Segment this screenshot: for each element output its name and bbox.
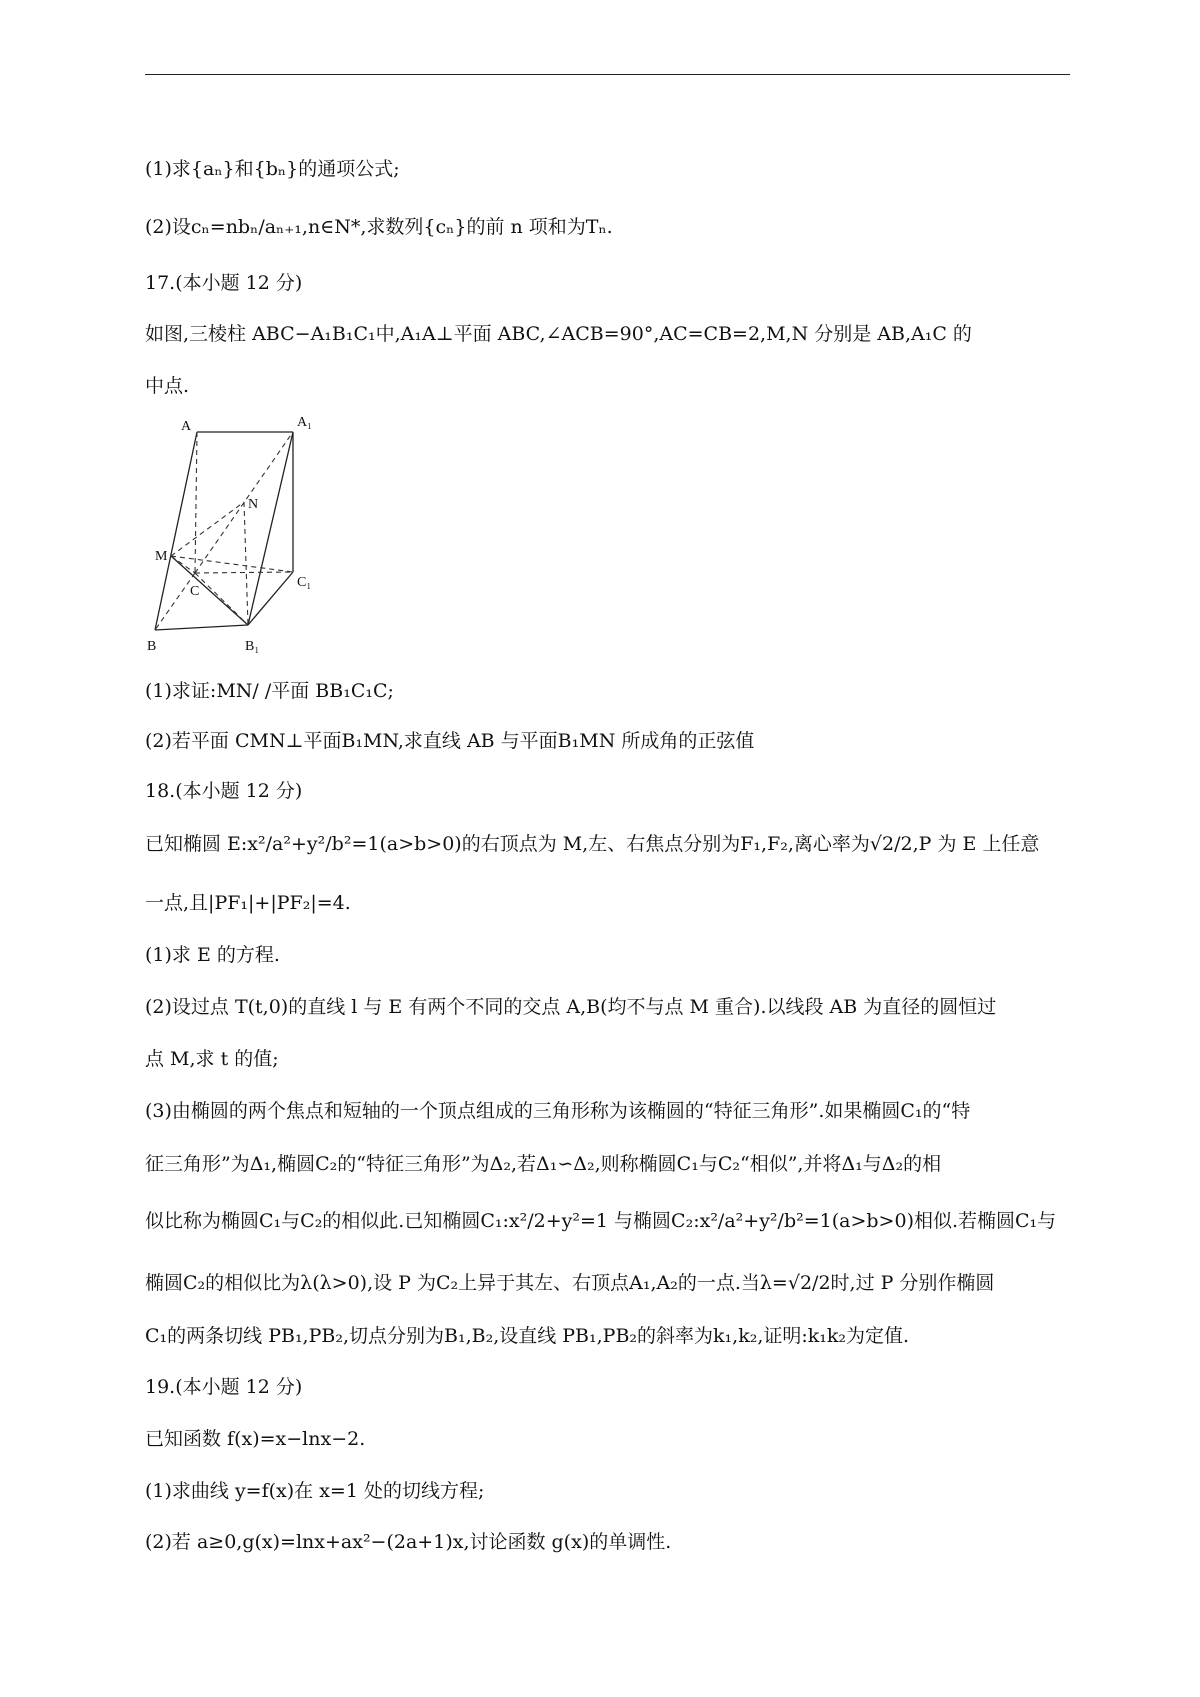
label-A1: A₁ [297,415,312,430]
text-line: (1)求 E 的方程. [145,944,280,966]
header-rule [145,74,1070,75]
text-line: (3)由椭圆的两个焦点和短轴的一个顶点组成的三角形称为该椭圆的“特征三角形”.如果椭圆C₁的“特 [145,1100,971,1122]
text-line: (1)求证:MN/ /平面 BB₁C₁C; [145,680,394,702]
text-line: 中点. [145,375,190,397]
text-line: 似比称为椭圆C₁与C₂的相似此.已知椭圆C₁:x²/2+y²=1 与椭圆C₂:x²/a²+y²/b²=1(a>b>0)相似.若椭圆C₁与 [145,1210,1057,1232]
label-M: M [155,549,168,564]
text-line: (2)设过点 T(t,0)的直线 l 与 E 有两个不同的交点 A,B(均不与点 M 重合).以线段 AB 为直径的圆恒过 [145,996,997,1018]
label-B1: B₁ [245,639,260,654]
label-B: B [147,639,157,654]
text-line: (1)求曲线 y=f(x)在 x=1 处的切线方程; [145,1480,485,1502]
prism-figure [145,410,340,660]
problem-heading: 19.(本小题 12 分) [145,1376,303,1398]
text-line: C₁的两条切线 PB₁,PB₂,切点分别为B₁,B₂,设直线 PB₁,PB₂的斜率为k₁,k₂,证明:k₁k₂为定值. [145,1325,910,1347]
text-line: 一点,且|PF₁|+|PF₂|=4. [145,892,351,914]
text-line: 如图,三棱柱 ABC−A₁B₁C₁中,A₁A⊥平面 ABC,∠ACB=90°,AC=CB=2,M,N 分别是 AB,A₁C 的 [145,323,972,345]
label-N: N [248,497,259,512]
problem-heading: 18.(本小题 12 分) [145,780,303,802]
label-A: A [181,419,192,434]
text-line: 征三角形”为Δ₁,椭圆C₂的“特征三角形”为Δ₂,若Δ₁∽Δ₂,则称椭圆C₁与C₂“相似”,并将Δ₁与Δ₂的相 [145,1153,942,1175]
text-line: (2)若 a≥0,g(x)=lnx+ax²−(2a+1)x,讨论函数 g(x)的单调性. [145,1531,672,1553]
text-line: (2)设cₙ=nbₙ/aₙ₊₁,n∈N*,求数列{cₙ}的前 n 项和为Tₙ. [145,216,613,238]
text-line: (2)若平面 CMN⊥平面B₁MN,求直线 AB 与平面B₁MN 所成角的正弦值 [145,730,755,752]
problem-heading: 17.(本小题 12 分) [145,272,303,294]
text-line: 已知函数 f(x)=x−lnx−2. [145,1428,366,1450]
label-C1: C₁ [297,575,312,590]
text-line: 点 M,求 t 的值; [145,1048,279,1070]
text-line: 椭圆C₂的相似比为λ(λ>0),设 P 为C₂上异于其左、右顶点A₁,A₂的一点.当λ=√2/2时,过 P 分别作椭圆 [145,1272,995,1294]
text-line: 已知椭圆 E:x²/a²+y²/b²=1(a>b>0)的右顶点为 M,左、右焦点分别为F₁,F₂,离心率为√2/2,P 为 E 上任意 [145,833,1040,855]
label-C: C [190,584,200,599]
text-line: (1)求{aₙ}和{bₙ}的通项公式; [145,158,400,180]
